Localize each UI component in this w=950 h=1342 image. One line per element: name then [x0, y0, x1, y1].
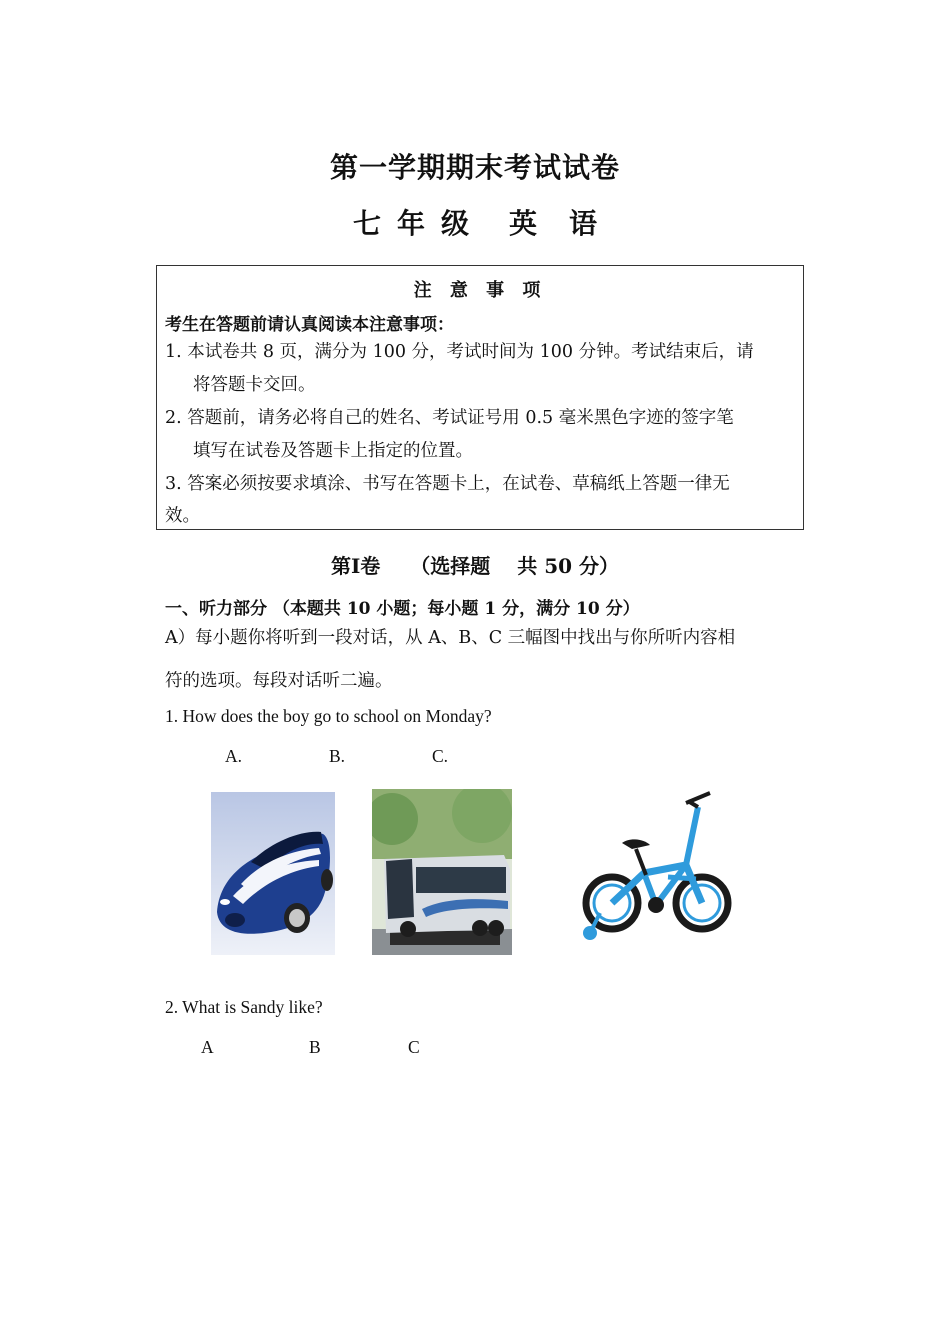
- notice-heading: 注 意 事 项: [413, 280, 547, 301]
- subtitle-char: 语: [569, 207, 598, 240]
- question-2-option-a: A: [201, 1037, 214, 1057]
- part-title: 一、听力部分 （本题共 10 小题；每小题 1 分，满分 10 分）: [165, 599, 640, 619]
- section-title: 第Ⅰ卷 （选择题 共 50 分）: [330, 554, 620, 578]
- instruction-line-1: A）每小题你将听到一段对话，从 A、B、C 三幅图中找出与你所听内容相: [165, 628, 736, 648]
- question-1-option-b: B.: [329, 746, 346, 766]
- subtitle-char: 级: [440, 207, 469, 240]
- exam-subtitle: [0, 202, 950, 242]
- subtitle-char: 英: [509, 207, 538, 240]
- bicycle-drawing: [560, 783, 752, 958]
- sports-car-image: [211, 792, 335, 955]
- notice-rule-1-line1: 1. 本试卷共 8 页，满分为 100 分，考试时间为 100 分钟。考试结束后，请: [165, 342, 754, 362]
- notice-rule-1-line2: 将答题卡交回。: [193, 375, 316, 395]
- notice-rule-2-line2: 填写在试卷及答题卡上指定的位置。: [193, 441, 473, 461]
- sports-car-drawing: [211, 792, 335, 955]
- bicycle-image: [560, 783, 752, 958]
- question-1-option-a: A.: [225, 746, 243, 766]
- instruction-line-2: 符的选项。每段对话听二遍。: [165, 671, 393, 691]
- notice-rule-2-line1: 2. 答题前，请务必将自己的姓名、考试证号用 0.5 毫米黑色字迹的签字笔: [165, 408, 734, 428]
- question-1-option-c: C.: [432, 746, 449, 766]
- question-2-text: 2. What is Sandy like?: [165, 997, 323, 1017]
- notice-rule-3-line2: 效。: [165, 506, 200, 526]
- question-2-option-b: B: [309, 1037, 321, 1057]
- subtitle-char: 年: [396, 207, 425, 240]
- coach-bus-drawing: [372, 789, 512, 955]
- notice-intro: 考生在答题前请认真阅读本注意事项：: [165, 315, 454, 335]
- question-1-text: 1. How does the boy go to school on Monday?: [165, 706, 492, 726]
- coach-bus-image: [372, 789, 512, 955]
- subtitle-char: 七: [352, 207, 381, 240]
- exam-title: 第一学期期末考试试卷: [329, 151, 620, 184]
- question-2-option-c: C: [408, 1037, 420, 1057]
- notice-rule-3-line1: 3. 答案必须按要求填涂、书写在答题卡上，在试卷、草稿纸上答题一律无: [165, 474, 730, 494]
